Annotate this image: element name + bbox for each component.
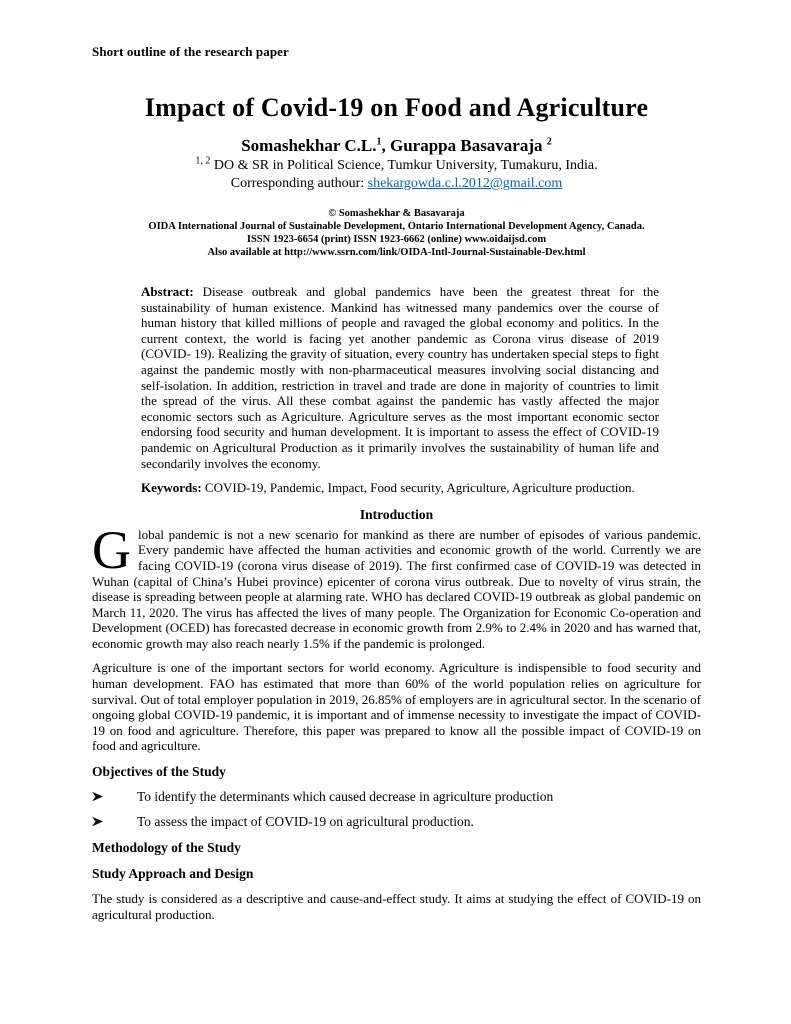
- drop-cap: G: [92, 519, 131, 580]
- author-1-superscript: 1: [376, 136, 382, 148]
- author-2: Gurappa Basavaraja: [389, 136, 547, 155]
- corresponding-email-link[interactable]: shekargowda.c.l.2012@gmail.com: [367, 176, 563, 191]
- author-1: Somashekhar C.L.: [241, 136, 377, 155]
- objective-item: [92, 814, 701, 830]
- affiliation-line: [92, 155, 701, 174]
- imprint-issn: ISSN 1923-6654 (print) ISSN 1923-6662 (online) www.oidaijsd.com: [246, 234, 547, 245]
- corresponding-author-line: [92, 176, 701, 192]
- authors-line: [92, 136, 701, 156]
- abstract-paragraph: [141, 284, 659, 471]
- objective-item-text: To identify the determinants which caused decrease in agriculture production: [137, 789, 554, 805]
- introduction-heading: Introduction: [359, 506, 434, 522]
- paper-title: Impact of Covid-19 on Food and Agriculture: [144, 93, 649, 122]
- study-approach-heading: Study Approach and Design: [92, 866, 254, 882]
- objective-item-text: To assess the impact of COVID-19 on agricultural production.: [137, 814, 474, 830]
- introduction-paragraph-1-text: lobal pandemic is not a new scenario for mankind as there are number of episodes of various pandemic. Every pandemic have affected the human activities and economic growth of the world. Currently we are facing COVID-19 (corona virus disease of 2019). The first confirmed case of COVID-19 was detected in Wuhan (capital of China’s Hubei province) epicenter of corona virus outbreak. Due to novelty of virus strain, the disease is spreading between people at alarming rate. WHO has declared COVID-19 outbreak as global pandemic on March 11, 2020. The virus has affected the lives of many people. The Organization for Economic Co-operation and Development (OCED) has forecasted decrease in economic growth from 2.9% to 2.4% in 2020 and has warned that, economic growth may also reach nearly 1.5% if the pandemic is prolonged.: [92, 526, 701, 651]
- methodology-paragraph: The study is considered as a descriptive and cause-and-effect study. It aims at studying the effect of COVID-19 on agricultural production.: [92, 891, 701, 922]
- author-2-superscript: 2: [546, 136, 552, 148]
- keywords-line: [141, 480, 659, 496]
- introduction-paragraph-1: [92, 519, 701, 652]
- imprint-availability: Also available at http://www.ssrn.com/link/OIDA-Intl-Journal-Sustainable-Dev.html: [207, 247, 586, 258]
- affiliation-superscript: 1, 2: [195, 155, 211, 167]
- arrow-bullet-icon: [92, 791, 103, 802]
- header-note: Short outline of the research paper: [92, 44, 289, 59]
- methodology-heading: Methodology of the Study: [92, 840, 241, 856]
- author-separator: ,: [381, 136, 390, 155]
- publisher-imprint: [92, 207, 701, 259]
- imprint-copyright: © Somashekhar & Basavaraja: [328, 208, 465, 219]
- keywords-text: COVID-19, Pandemic, Impact, Food security, Agriculture, Agriculture production.: [201, 480, 635, 496]
- imprint-journal: OIDA International Journal of Sustainable Development, Ontario International Development Agency, Canada.: [148, 221, 645, 232]
- introduction-paragraph-2: Agriculture is one of the important sectors for world economy. Agriculture is indispensible to food security and human development. FAO has estimated that more than 60% of the world population relies on agriculture for survival. Out of total employer population in 2019, 26.85% of employers are in agricultural sector. In the scenario of ongoing global COVID-19 pandemic, it is important and of immense necessity to investigate the impact of COVID-19 on food and agriculture. Therefore, this paper was prepared to know all the possible impact of COVID-19 on food and agriculture.: [92, 660, 701, 754]
- abstract-text: Disease outbreak and global pandemics have been the greatest threat for the sustainability of human existence. Mankind has witnessed many pandemics over the course of human history that killed millions of people and ravaged the global economy and politics. In the current context, the world is facing yet another pandemic as Corona virus disease of 2019 (COVID- 19). Realizing the gravity of situation, every country has undertaken special steps to fight against the pandemic mostly with non-pharmaceutical measures involving social distancing and self-isolation. In addition, restriction in travel and trade are done in majority of countries to limit the spread of the virus. All these combat against the pandemic has vastly affected the major economic sectors such as Agriculture. Agriculture serves as the most important economic sector endorsing food security and human development. It is important to assess the effect of COVID-19 pandemic on Agricultural Production as it primarily involves the sustainability of human life and secondarily involves the economy.: [141, 284, 659, 471]
- abstract-label: Abstract:: [141, 284, 194, 299]
- keywords-label: Keywords:: [141, 480, 202, 496]
- corresponding-label: Corresponding authour:: [230, 176, 368, 191]
- arrow-bullet-icon: [92, 816, 103, 827]
- objective-item: [92, 789, 701, 805]
- affiliation-text: DO & SR in Political Science, Tumkur University, Tumakuru, India.: [210, 158, 598, 173]
- objectives-heading: Objectives of the Study: [92, 764, 226, 780]
